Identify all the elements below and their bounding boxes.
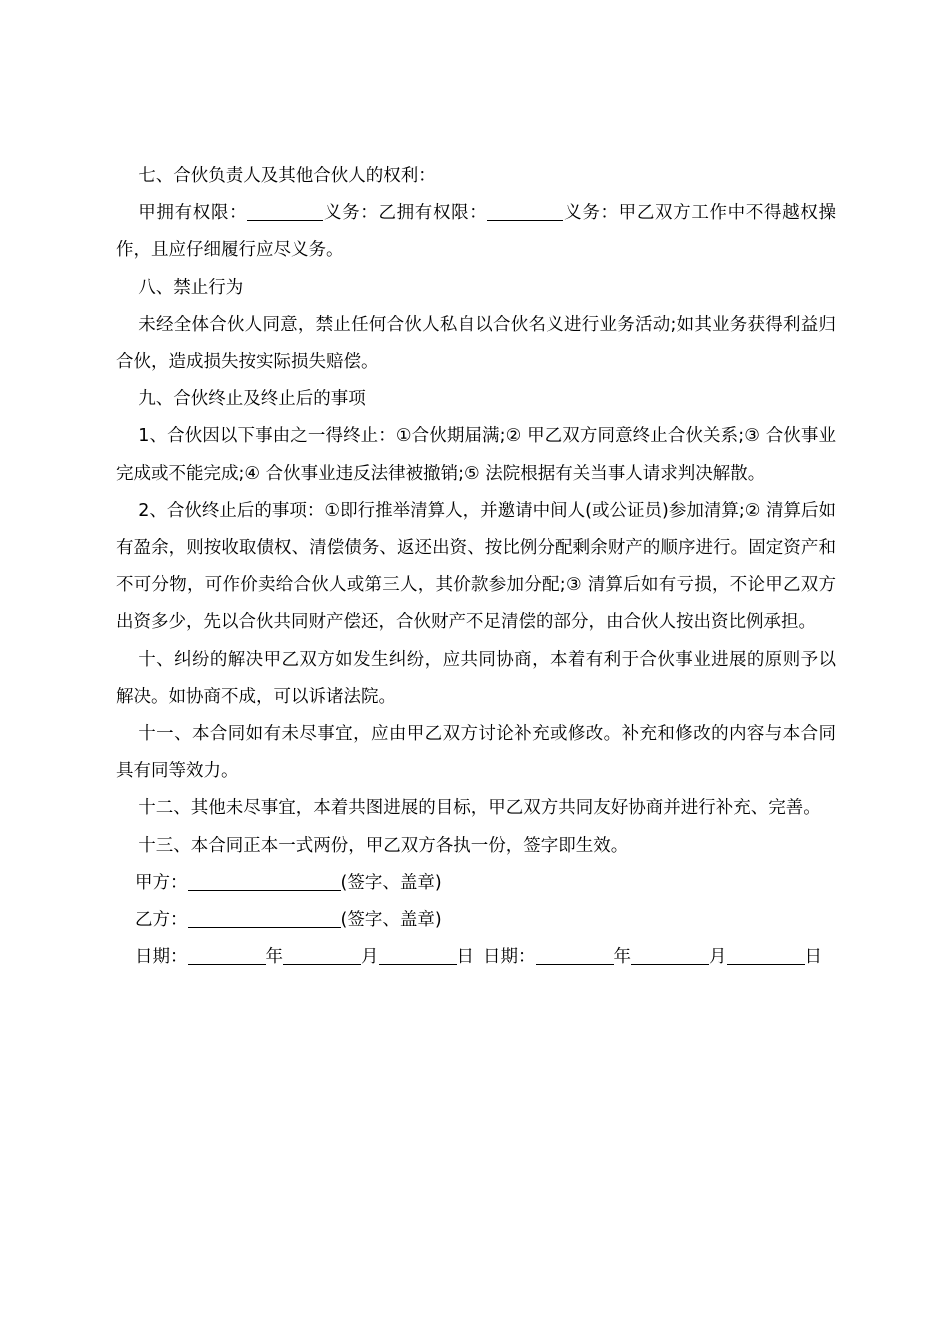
day-label-a: 日 [456, 947, 474, 968]
year-label-b: 年 [613, 947, 631, 968]
month-label-a: 月 [361, 947, 379, 968]
blank-line [487, 203, 563, 222]
section-7-text-3: 义务：甲乙双方工作中不得越权操作，且应仔细履行应尽义务。 [116, 203, 837, 261]
section-9-title: 九、合伙终止及终止后的事项 [138, 389, 366, 410]
party-b-signature-blank [188, 910, 341, 929]
section-13: 十三、本合同正本一式两份，甲乙双方各执一份，签字即生效。 [138, 835, 629, 856]
date-line [116, 939, 836, 976]
section-7-body [116, 195, 836, 269]
section-11: 十一、本合同如有未尽事宜，应由甲乙双方讨论补充或修改。补充和修改的内容与本合同具有同等效力。 [116, 724, 836, 782]
date-label-a: 日期： [135, 947, 188, 968]
section-9-item-1: 1、合伙因以下事由之一得终止：①合伙期届满;② 甲乙双方同意终止合伙关系;③ 合伙事业完成或不能完成;④ 合伙事业违反法律被撤销;⑤ 法院根据有关当事人请求判决解散。 [116, 426, 836, 484]
day-label-b: 日 [804, 947, 822, 968]
party-a-note: (签字、盖章) [340, 872, 442, 893]
section-10: 十、纠纷的解决甲乙双方如发生纠纷，应共同协商，本着有利于合伙事业进展的原则予以解决。如协商不成，可以诉诸法院。 [116, 649, 836, 707]
year-label-a: 年 [265, 947, 283, 968]
party-a-label: 甲方： [135, 872, 188, 893]
section-9-item-2: 2、合伙终止后的事项：①即行推举清算人，并邀请中间人(或公证员)参加清算;② 清算后如有盈余，则按收取债权、清偿债务、返还出资、按比例分配剩余财产的顺序进行。固定资产和不可分物，可作价卖给合伙人或第三人，其价款参加分配;③ 清算后如有亏损，不论甲乙双方出资多少，先以合伙共同财产偿还，合伙财产不足清偿的部分，由合伙人按出资比例承担。 [116, 500, 836, 633]
month-blank-b [631, 947, 709, 966]
party-b-signature-line [116, 902, 836, 939]
day-blank-b [727, 947, 805, 966]
party-a-signature-line [116, 865, 836, 902]
section-8-title: 八、禁止行为 [138, 277, 244, 298]
contract-body [116, 158, 836, 976]
section-7-text-1: 甲拥有权限： [138, 203, 248, 224]
party-b-label: 乙方： [135, 910, 188, 931]
year-blank-a [188, 947, 266, 966]
section-7-title-text: 七、合伙负责人及其他合伙人的权利： [138, 166, 436, 186]
section-12: 十二、其他未尽事宜，本着共图进展的目标，甲乙双方共同友好协商并进行补充、完善。 [138, 798, 821, 819]
year-blank-b [536, 947, 614, 966]
date-label-b: 日期： [483, 947, 536, 968]
blank-line [247, 203, 323, 222]
section-8-body: 未经全体合伙人同意，禁止任何合伙人私自以合伙名义进行业务活动;如其业务获得利益归合伙，造成损失按实际损失赔偿。 [116, 314, 836, 373]
month-blank-a [283, 947, 361, 966]
party-a-signature-blank [188, 872, 341, 891]
section-7-title [116, 158, 836, 195]
month-label-b: 月 [709, 947, 727, 968]
day-blank-a [379, 947, 457, 966]
party-b-note: (签字、盖章) [340, 910, 442, 931]
section-7-text-2: 义务：乙拥有权限： [323, 203, 488, 224]
